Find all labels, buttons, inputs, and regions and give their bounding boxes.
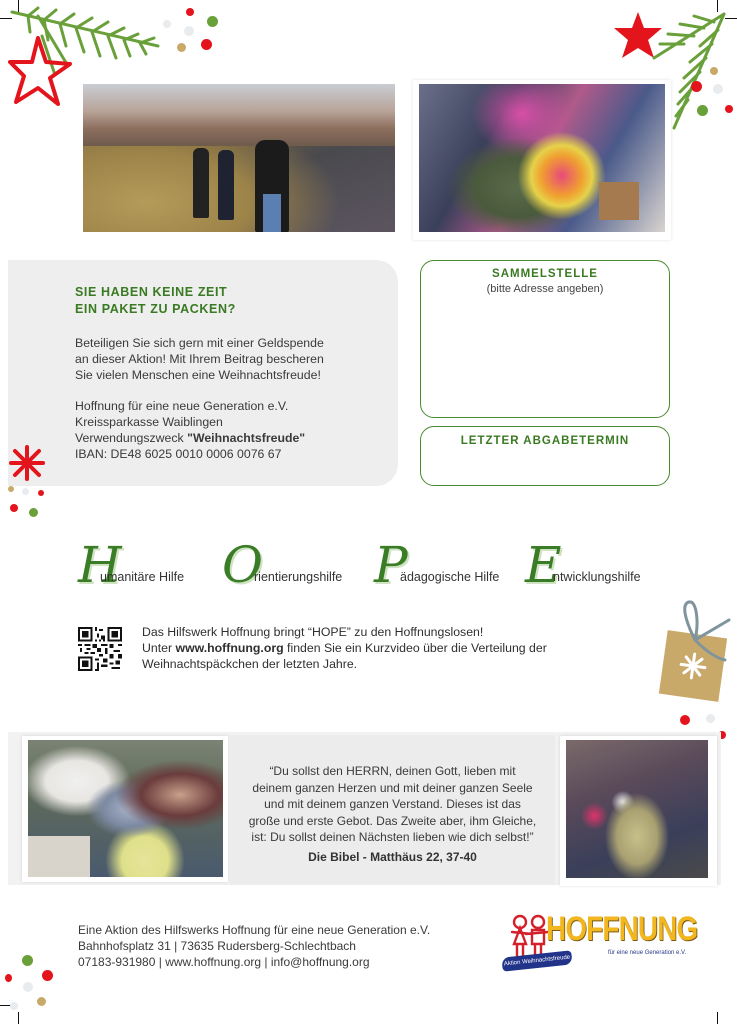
qr-code-icon[interactable] — [78, 627, 122, 671]
decor-dot — [10, 1002, 18, 1010]
decor-dot — [5, 974, 12, 982]
decor-dot — [691, 81, 702, 92]
hope-item-paedagogische-hilfe — [374, 530, 514, 594]
decor-dot — [42, 970, 53, 981]
decor-dot — [22, 955, 33, 966]
bible-quote — [230, 735, 555, 885]
hope-letter: P — [374, 536, 408, 594]
hope-item-entwicklungshilfe — [525, 530, 665, 594]
hoffnung-logo[interactable] — [502, 908, 698, 974]
decor-dot — [725, 105, 733, 113]
children-figures-icon — [508, 914, 550, 958]
decor-dot — [184, 26, 194, 36]
crop-mark — [717, 1012, 718, 1024]
decor-dot — [713, 84, 723, 94]
bank-details — [75, 398, 305, 462]
logo-wordmark: HOFFNUNG — [546, 910, 698, 948]
bank-name: Kreissparkasse Waiblingen — [75, 415, 223, 429]
hope-letter: H — [78, 536, 122, 594]
decor-dot — [38, 490, 44, 496]
collection-point-box[interactable] — [420, 260, 670, 418]
decor-dot — [186, 8, 194, 16]
decor-dot — [680, 715, 690, 725]
decor-dot — [710, 67, 718, 75]
collection-point-subtitle: (bitte Adresse angeben) — [486, 283, 604, 295]
decor-dot — [22, 488, 29, 495]
star-outline-icon — [8, 34, 74, 110]
decor-dot — [29, 508, 38, 517]
collection-point-title: SAMMELSTELLE — [492, 268, 598, 280]
deadline-title: LETZTER ABGABETERMIN — [460, 435, 630, 447]
decor-dot — [177, 43, 186, 52]
info-text: Das Hilfswerk Hoffnung bringt “HOPE” zu den Hoffnungslosen! Unter www.hoffnung.org finden Sie ein Kurzvideo über die Verteilung der Weihnachtspäckchen der letzten Jahre. — [142, 625, 547, 671]
donation-intro: Beteiligen Sie sich gern mit einer Geldspende an dieser Aktion! Mit Ihrem Beitrag bescheren Sie vielen Menschen eine Weihnachtsfreude! — [75, 336, 324, 382]
website-link[interactable]: www.hoffnung.org — [175, 641, 284, 655]
quote-reference: Die Bibel - Matthäus 22, 37-40 — [308, 850, 477, 864]
donation-panel — [8, 260, 398, 486]
logo-ribbon: Aktion Weihnachtsfreude — [501, 950, 572, 971]
hope-item-humanitaere-hilfe — [78, 530, 208, 594]
decor-dot — [201, 39, 212, 50]
photo-children-gifts — [419, 84, 665, 232]
footer-address: Eine Aktion des Hilfswerks Hoffnung für eine neue Generation e.V. Bahnhofsplatz 31 | 73635 Rudersberg-Schlechtbach 07183-931980 | www.hoffnung.org | info@hoffnung.org — [78, 923, 431, 969]
collection-point-field[interactable] — [421, 295, 669, 395]
gift-tag-icon — [655, 596, 733, 716]
hope-label: ädagogische Hilfe — [400, 570, 500, 584]
photo-children-box — [566, 740, 708, 878]
hope-letter: O — [222, 536, 263, 594]
decor-dot — [37, 997, 46, 1006]
decor-dot — [23, 982, 33, 992]
donation-heading: SIE HABEN KEINE ZEIT EIN PAKET ZU PACKEN? — [75, 285, 236, 316]
decor-dot — [697, 105, 708, 116]
decor-dot — [8, 486, 14, 492]
decor-dot — [706, 714, 715, 723]
decor-dot — [10, 504, 18, 512]
snowflake-icon — [9, 445, 45, 481]
photo-slum-helpers — [83, 84, 395, 232]
logo-tagline: für eine neue Generation e.V. — [608, 950, 687, 956]
hope-label: umanitäre Hilfe — [100, 570, 185, 584]
hope-label: ntwicklungshilfe — [553, 570, 641, 584]
bank-iban: IBAN: DE48 6025 0010 0006 0076 67 — [75, 447, 282, 461]
bank-org: Hoffnung für eine neue Generation e.V. — [75, 399, 289, 413]
decor-dot — [163, 20, 171, 28]
deadline-box[interactable] — [420, 426, 670, 486]
deadline-field[interactable] — [421, 447, 669, 475]
quote-text: “Du sollst den HERRN, deinen Gott, lieben mit deinem ganzen Herzen und mit deiner ganzen Seele und mit deinem ganzen Verstand. Dieses ist das große und erste Gebot. Das Zweite aber, ihm Gleiche, ist: Du sollst deinen Nächsten lieben wie dich selbst!” — [248, 764, 537, 844]
hope-item-orientierungshilfe — [222, 530, 372, 594]
crop-mark — [18, 1012, 19, 1024]
hope-letter: E — [525, 536, 562, 594]
decor-dot — [207, 16, 218, 27]
bank-purpose: Verwendungszweck "Weihnachtsfreude" — [75, 431, 306, 445]
hope-label: rientierungshilfe — [254, 570, 343, 584]
photo-family-gift — [28, 740, 223, 877]
